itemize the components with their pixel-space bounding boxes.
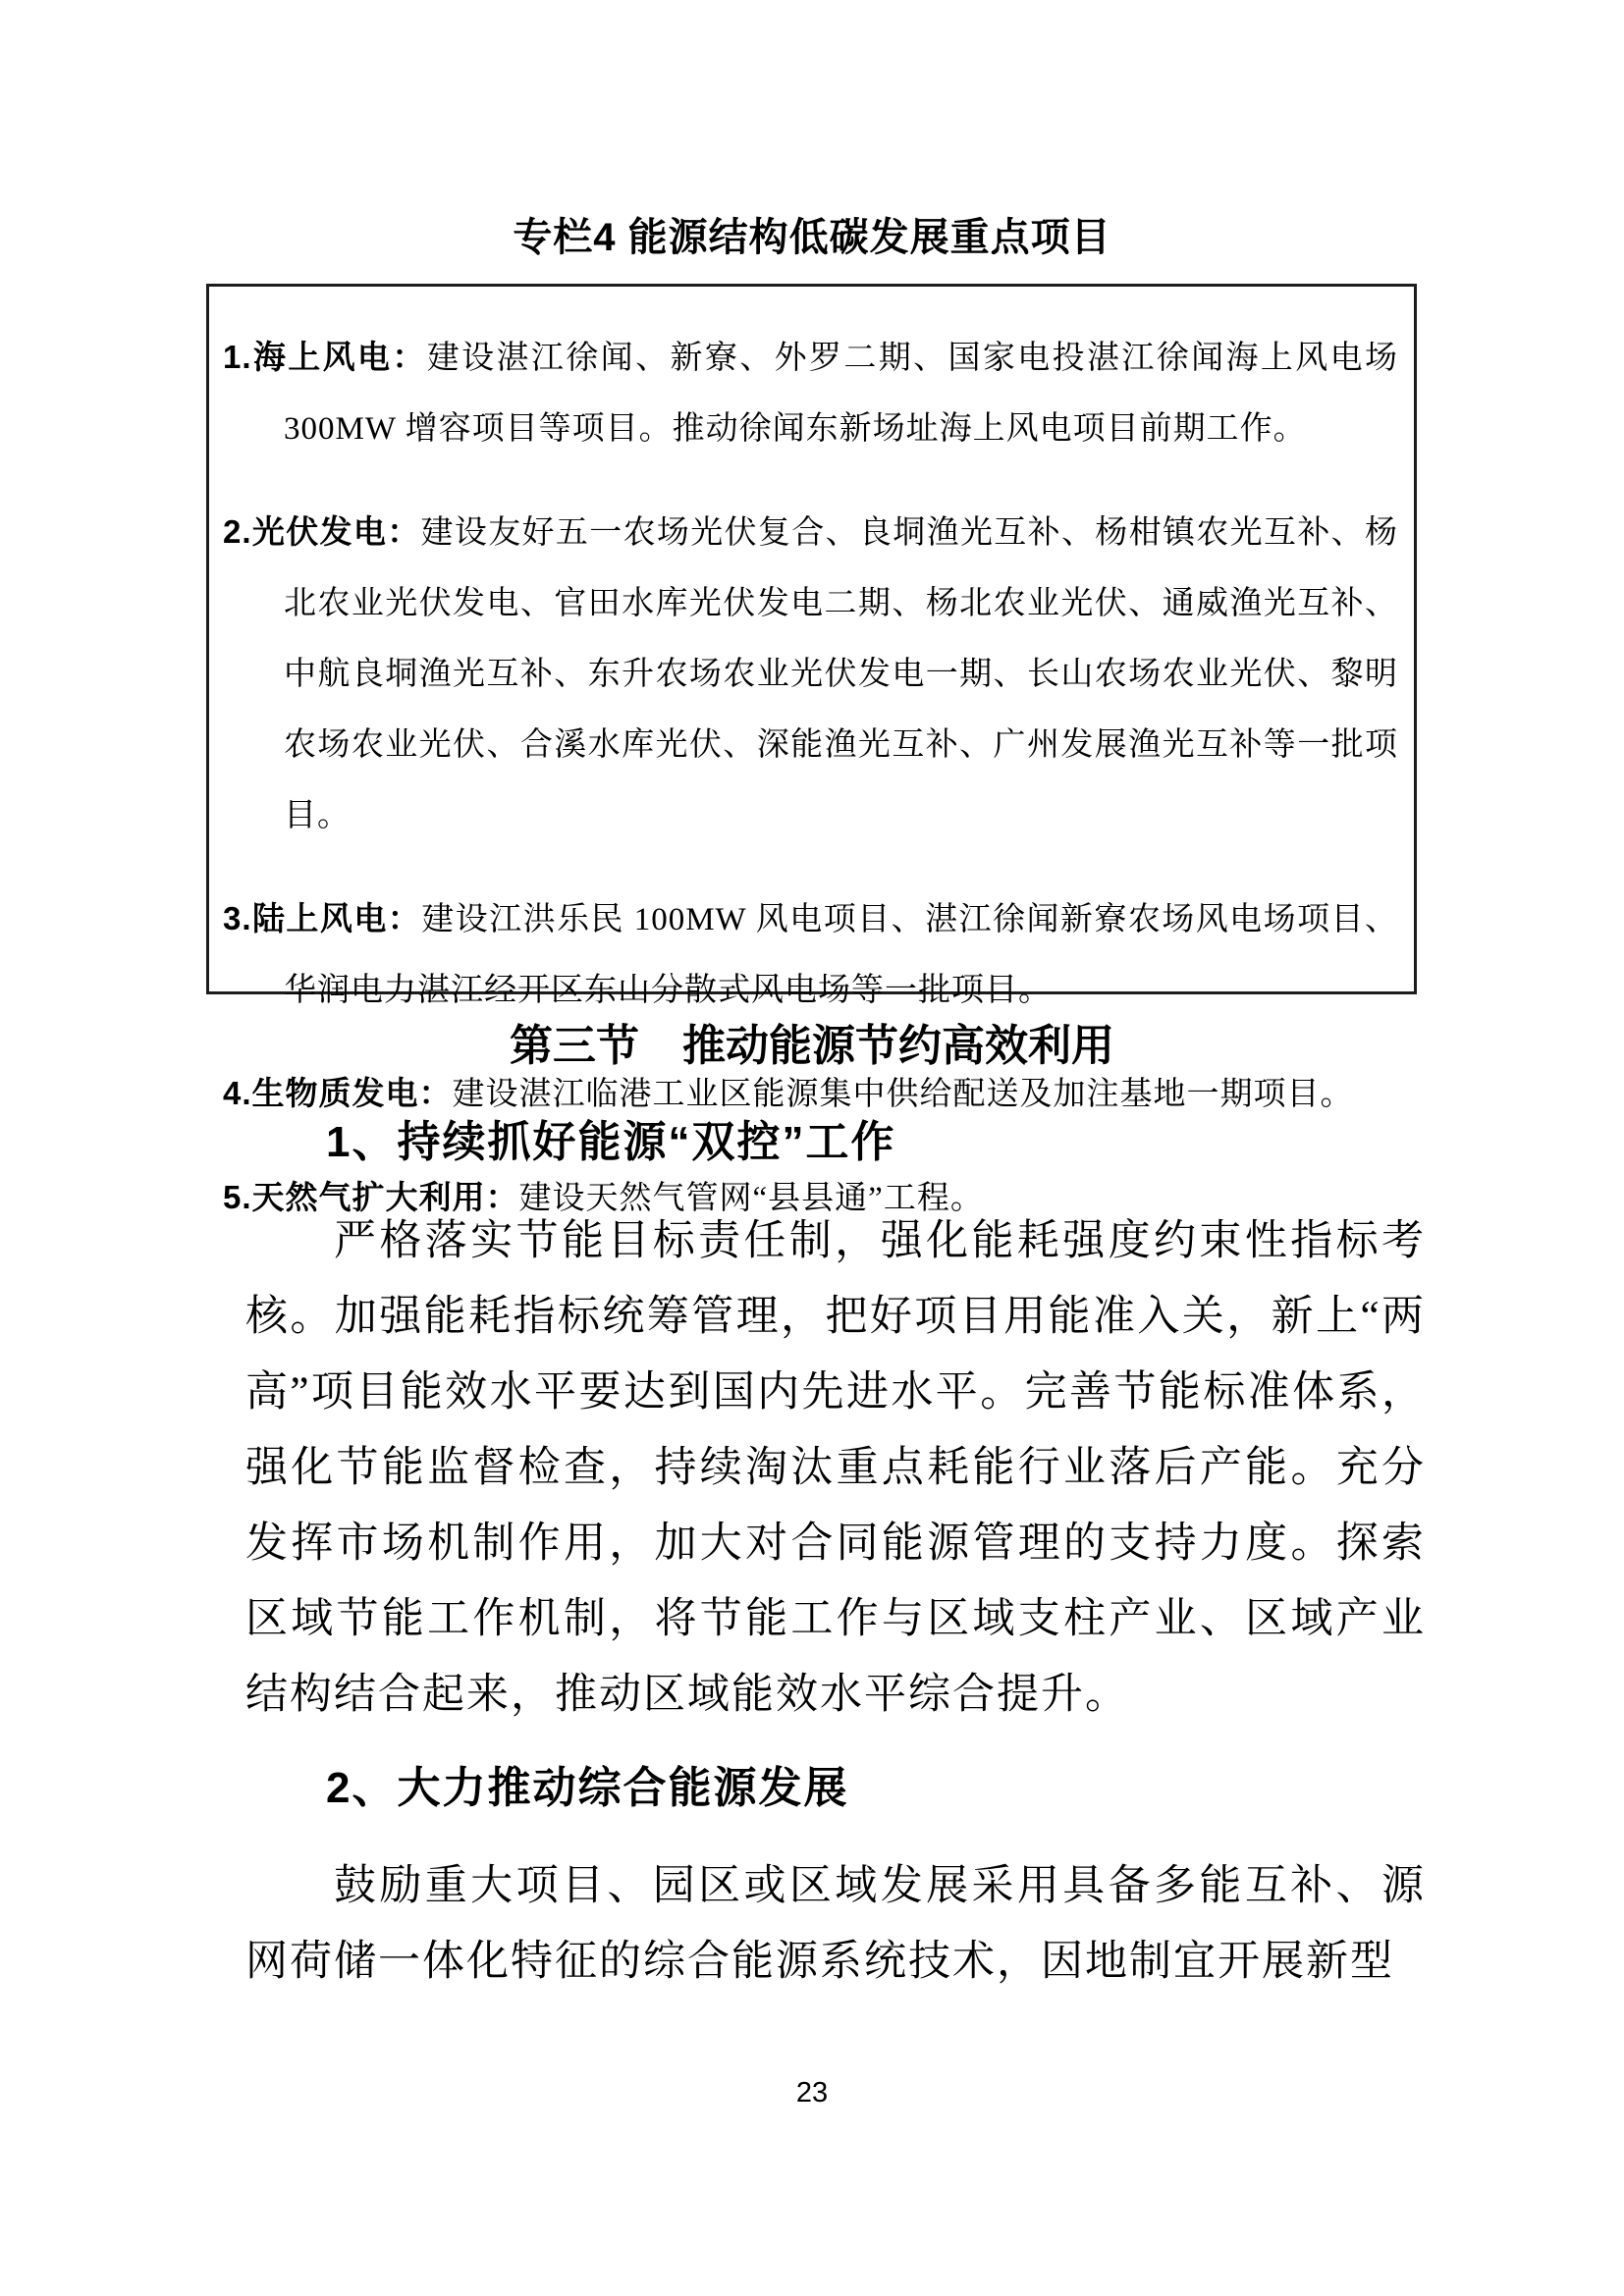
body-paragraph-2: 鼓励重大项目、园区或区域发展采用具备多能互补、源网荷储一体化特征的综合能源系统技术，因地制宜开展新型 [245, 1863, 1426, 1985]
feature-box-item-offshore-wind [223, 322, 1398, 464]
item-label: 5.天然气扩大利用： [223, 1179, 519, 1215]
subsection-heading-2: 2、大力推动综合能源发展 [326, 1764, 849, 1812]
feature-box-item-solar-pv [223, 497, 1398, 851]
item-text: 建设天然气管网“县县通”工程。 [518, 1181, 984, 1216]
feature-box-title: 专栏4 能源结构低碳发展重点项目 [513, 216, 1111, 259]
item-text: 建设湛江临港工业区能源集中供给配送及加注基地一期项目。 [452, 1077, 1354, 1112]
item-label: 3.陆上风电： [223, 900, 422, 936]
section-heading: 第三节 推动能源节约高效利用 [510, 1022, 1114, 1070]
item-text: 建设湛江徐闻、新寮、外罗二期、国家电投湛江徐闻海上风电场 300MW 增容项目等项目。推动徐闻东新场址海上风电项目前期工作。 [284, 341, 1398, 447]
body-paragraph-1: 严格落实节能目标责任制，强化能耗强度约束性指标考核。加强能耗指标统筹管理，把好项目用能准入关，新上“两高”项目能效水平要达到国内先进水平。完善节能标准体系，强化节能监督检查，持续淘汰重点耗能行业落后产能。充分发挥市场机制作用，加大对合同能源管理的支持力度。探索区域节能工作机制，将节能工作与区域支柱产业、区域产业结构结合起来，推动区域能效水平综合提升。 [245, 1218, 1426, 1718]
item-label: 4.生物质发电： [223, 1075, 453, 1111]
item-label: 2.光伏发电： [223, 513, 421, 550]
subsection-heading-1: 1、持续抓好能源“双控”工作 [326, 1118, 896, 1166]
feature-box-item-onshore-wind [223, 883, 1398, 1026]
item-label: 1.海上风电： [223, 339, 427, 375]
page-number: 23 [795, 2077, 829, 2109]
item-text: 建设江洪乐民 100MW 风电项目、湛江徐闻新寮农场风电场项目、华润电力湛江经开区东山分散式风电场等一批项目。 [284, 902, 1398, 1008]
item-text: 建设友好五一农场光伏复合、良垌渔光互补、杨柑镇农光互补、杨北农业光伏发电、官田水库光伏发电二期、杨北农业光伏、通威渔光互补、中航良垌渔光互补、东升农场农业光伏发电一期、长山农场农业光伏、黎明农场农业光伏、合溪水库光伏、深能渔光互补、广州发展渔光互补等一批项目。 [284, 515, 1398, 833]
